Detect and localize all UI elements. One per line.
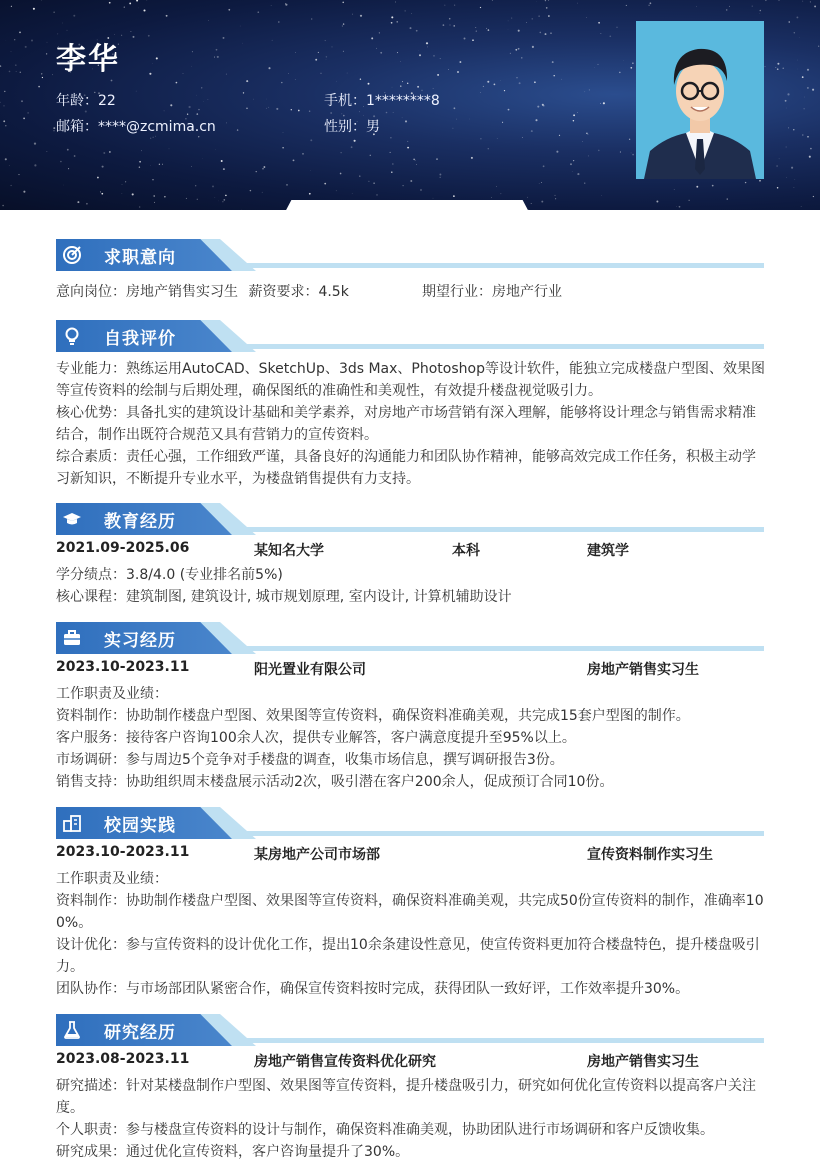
intern-date: 2023.10-2023.11 [56, 659, 190, 675]
campus-details [56, 868, 766, 1000]
text-line: 工作职责及业绩： [56, 686, 168, 702]
briefcase-icon [62, 628, 82, 648]
section-title: 研究经历 [104, 1023, 176, 1043]
section-title: 自我评价 [104, 329, 176, 349]
text-line: 度。 [56, 1100, 84, 1116]
text-line: 结合，制作出既符合规范又具有营销力的宣传资料。 [56, 427, 378, 443]
header-notch [284, 200, 530, 210]
internship-entry-header [56, 659, 766, 681]
lightbulb-icon [62, 326, 82, 346]
flask-icon [62, 1020, 82, 1040]
internship-details [56, 683, 766, 793]
edu-major: 建筑学 [587, 543, 629, 559]
text-line: 习新知识，不断提升专业水平，为楼盘销售提供有力支持。 [56, 471, 420, 487]
text-line: 团队协作：与市场部团队紧密合作，确保宣传资料按时完成，获得团队一致好评，工作效率提升30%。 [56, 981, 690, 997]
text-line: 设计优化：参与宣传资料的设计优化工作，提出10余条建设性意见，使宣传资料更加符合楼盘特色，提升楼盘吸引 [56, 937, 760, 953]
text-line: 学分绩点：3.8/4.0 (专业排名前5%) [56, 567, 283, 583]
self-evaluation-text [56, 358, 766, 490]
intent-industry: 期望行业：房地产行业 [422, 284, 562, 300]
campus-date: 2023.10-2023.11 [56, 844, 190, 860]
section-header-campus [56, 807, 764, 839]
section-title: 求职意向 [104, 248, 176, 268]
education-entry-header [56, 540, 766, 562]
resume-header [0, 0, 820, 210]
section-header-education [56, 503, 764, 535]
gender-field: 性别：男 [324, 119, 380, 135]
research-date: 2023.08-2023.11 [56, 1051, 190, 1067]
text-line: 研究描述：针对某楼盘制作户型图、效果图等宣传资料，提升楼盘吸引力，研究如何优化宣传资料以提高客户关注 [56, 1078, 756, 1094]
text-line: 资料制作：协助制作楼盘户型图、效果图等宣传资料，确保资料准确美观，共完成15套户型图的制作。 [56, 708, 690, 724]
text-line: 核心课程：建筑制图, 建筑设计, 城市规划原理, 室内设计, 计算机辅助设计 [56, 589, 512, 605]
candidate-name: 李华 [56, 42, 120, 77]
section-header-intent [56, 239, 764, 271]
text-line: 资料制作：协助制作楼盘户型图、效果图等宣传资料，确保资料准确美观，共完成50份宣传资料的制作，准确率10 [56, 893, 764, 909]
intent-position: 意向岗位：房地产销售实习生 [56, 284, 238, 300]
text-line: 等宣传资料的绘制与后期处理，确保图纸的准确性和美观性，有效提升楼盘视觉吸引力。 [56, 383, 602, 399]
graduation-cap-icon [62, 509, 82, 529]
campus-org: 某房地产公司市场部 [254, 847, 380, 863]
campus-entry-header [56, 844, 766, 866]
research-project: 房地产销售宣传资料优化研究 [254, 1054, 436, 1070]
section-header-research [56, 1014, 764, 1046]
intern-role: 房地产销售实习生 [587, 662, 699, 678]
text-line: 个人职责：参与楼盘宣传资料的设计与制作，确保资料准确美观，协助团队进行市场调研和客户反馈收集。 [56, 1122, 714, 1138]
text-line: 客户服务：接待客户咨询100余人次，提供专业解答，客户满意度提升至95%以上。 [56, 730, 576, 746]
intern-company: 阳光置业有限公司 [254, 662, 366, 678]
text-line: 销售支持：协助组织周末楼盘展示活动2次，吸引潜在客户200余人，促成预订合同10份。 [56, 774, 614, 790]
building-icon [62, 813, 82, 833]
edu-degree: 本科 [452, 543, 480, 559]
target-icon [62, 245, 82, 265]
text-line: 市场调研：参与周边5个竞争对手楼盘的调查，收集市场信息，撰写调研报告3份。 [56, 752, 564, 768]
research-entry-header [56, 1051, 766, 1073]
research-details [56, 1075, 766, 1160]
campus-role: 宣传资料制作实习生 [587, 847, 713, 863]
intent-row [56, 281, 766, 303]
edu-date: 2021.09-2025.06 [56, 540, 190, 556]
text-line: 工作职责及业绩： [56, 871, 168, 887]
text-line: 专业能力：熟练运用AutoCAD、SketchUp、3ds Max、Photoshop等设计软件，能独立完成楼盘户型图、效果图 [56, 361, 765, 377]
text-line: 核心优势：具备扎实的建筑设计基础和美学素养，对房地产市场营销有深入理解，能够将设计理念与销售需求精准 [56, 405, 756, 421]
text-line: 力。 [56, 959, 84, 975]
section-header-self [56, 320, 764, 352]
section-header-internship [56, 622, 764, 654]
intent-salary: 薪资要求：4.5k [248, 284, 349, 300]
text-line: 综合素质：责任心强，工作细致严谨，具备良好的沟通能力和团队协作精神，能够高效完成工作任务，积极主动学 [56, 449, 756, 465]
section-title: 教育经历 [104, 512, 176, 532]
research-role: 房地产销售实习生 [587, 1054, 699, 1070]
edu-school: 某知名大学 [254, 543, 324, 559]
age-field: 年龄：22 [56, 93, 116, 109]
section-title: 实习经历 [104, 631, 176, 651]
phone-field: 手机：1********8 [324, 93, 440, 109]
text-line: 0%。 [56, 915, 93, 931]
text-line: 研究成果：通过优化宣传资料，客户咨询量提升了30%。 [56, 1144, 410, 1160]
education-details [56, 564, 766, 608]
profile-photo [636, 21, 764, 179]
email-field: 邮箱：****@zcmima.cn [56, 119, 216, 135]
section-title: 校园实践 [104, 816, 176, 836]
